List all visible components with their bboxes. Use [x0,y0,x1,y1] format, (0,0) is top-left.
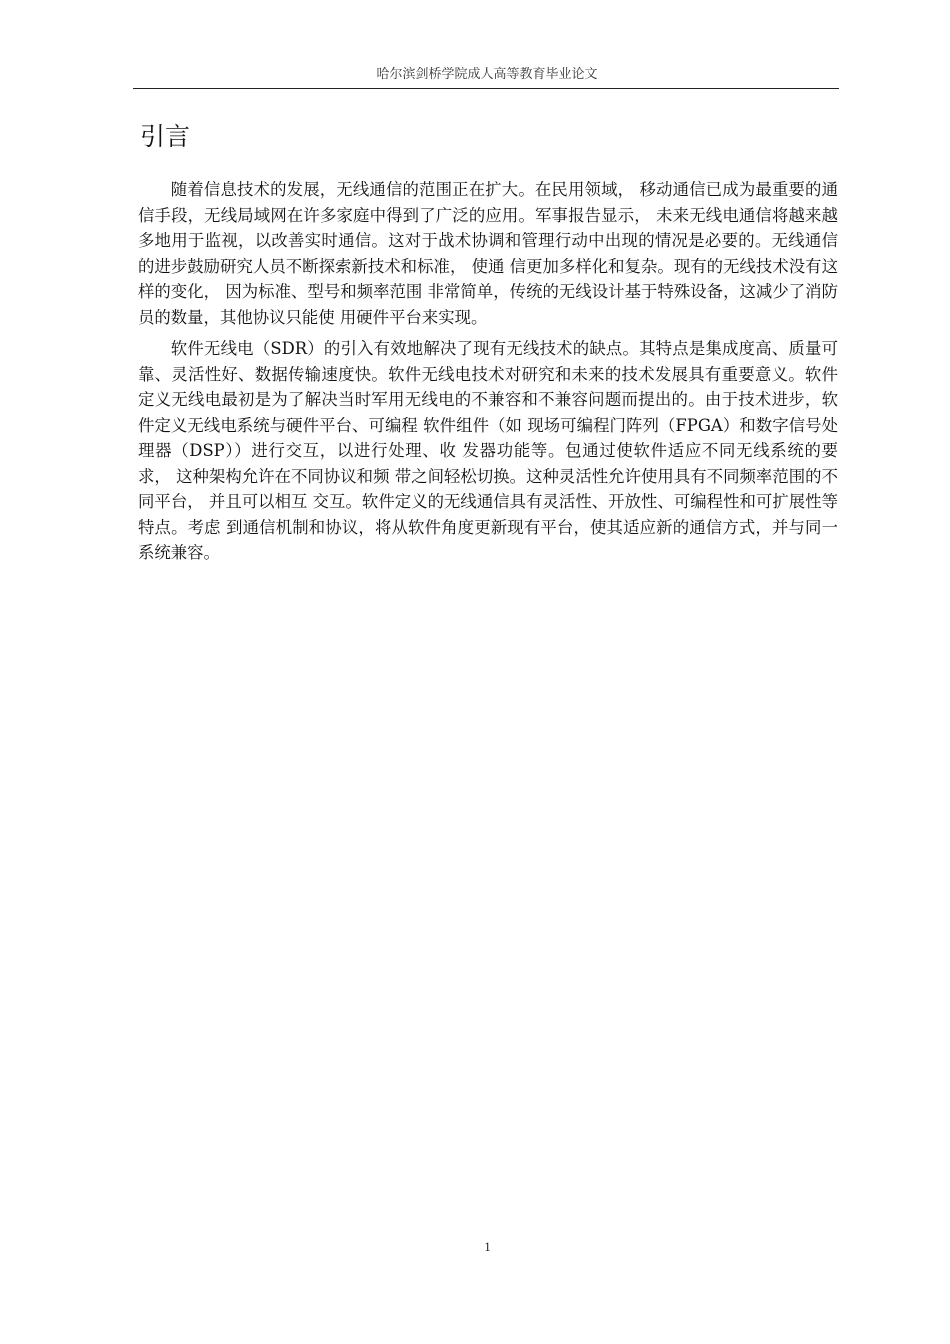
page-number: 1 [484,1239,491,1254]
paragraph-1: 随着信息技术的发展，无线通信的范围正在扩大。在民用领域， 移动通信已成为最重要的通信手段，无线局域网在许多家庭中得到了广泛的应用。军事报告显示， 未来无线电通信将越来越多地用于监视，以改善实时通信。这对于战术协调和管理行动中出现的情况是必要的。无线通信的进步鼓励研究人员不断探索新技术和标准， 使通 信更加多样化和复杂。现有的无线技术没有这样的变化， 因为标准、型号和频率范围 非常简单，传统的无线设计基于特殊设备，这减少了消防员的数量，其他协议只能使 用硬件平台来实现。 [138,180,838,327]
section-title: 引言 [140,122,191,151]
paragraph-2: 软件无线电（SDR）的引入有效地解决了现有无线技术的缺点。其特点是集成度高、质量可靠、灵活性好、数据传输速度快。软件无线电技术对研究和未来的技术发展具有重要意义。软件定义无线电最初是为了解决当时军用无线电的不兼容和不兼容问题而提出的。由于技术进步，软件定义无线电系统与硬件平台、可编程 软件组件（如 现场可编程门阵列（FPGA）和数字信号处理器（DSP））进行交互，以进行处理、收 发器功能等。包通过使软件适应不同无线系统的要求， 这种架构允许在不同协议和频 带之间轻松切换。这种灵活性允许使用具有不同频率范围的不同平台， 并且可以相互 交互。软件定义的无线通信具有灵活性、开放性、可编程性和可扩展性等特点。考虑 到通信机制和协议，将从软件角度更新现有平台，使其适应新的通信方式，并与同一 系统兼容。 [138,339,838,562]
header-divider [133,88,839,89]
body-text [138,177,838,572]
running-header: 哈尔滨剑桥学院成人高等教育毕业论文 [376,67,598,82]
